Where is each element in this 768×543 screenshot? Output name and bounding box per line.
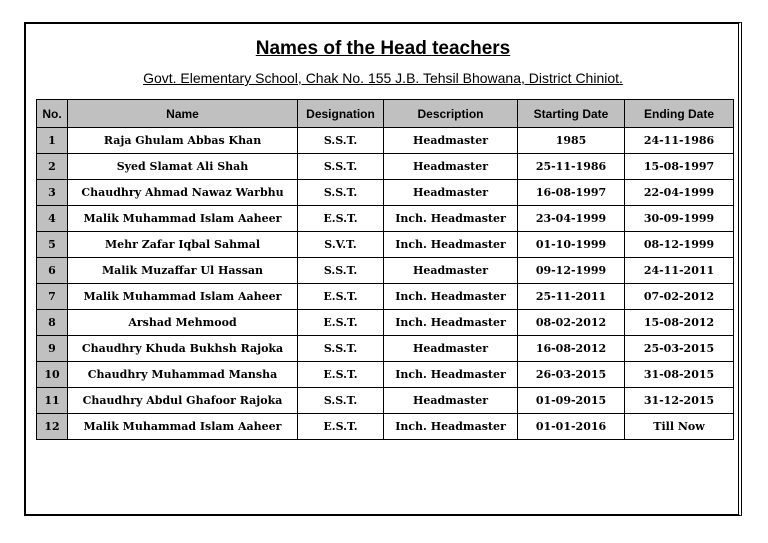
cell-name: Syed Slamat Ali Shah [68,154,298,180]
cell-description: Headmaster [384,154,518,180]
header-no: No. [37,100,68,128]
cell-ending-date: 31-08-2015 [625,362,734,388]
cell-ending-date: Till Now [625,414,734,440]
cell-description: Headmaster [384,336,518,362]
cell-no: 10 [37,362,68,388]
cell-ending-date: 24-11-1986 [625,128,734,154]
header-starting-date: Starting Date [518,100,625,128]
cell-description: Inch. Headmaster [384,284,518,310]
header-name: Name [68,100,298,128]
cell-description: Inch. Headmaster [384,362,518,388]
cell-description: Inch. Headmaster [384,310,518,336]
cell-ending-date: 15-08-2012 [625,310,734,336]
cell-name: Chaudhry Khuda Bukhsh Rajoka [68,336,298,362]
cell-name: Arshad Mehmood [68,310,298,336]
table-row [37,414,734,440]
cell-designation: S.S.T. [298,258,384,284]
cell-designation: S.S.T. [298,388,384,414]
table-row [37,232,734,258]
cell-starting-date: 25-11-1986 [518,154,625,180]
table-row [37,284,734,310]
cell-ending-date: 07-02-2012 [625,284,734,310]
cell-ending-date: 15-08-1997 [625,154,734,180]
cell-starting-date: 01-10-1999 [518,232,625,258]
cell-description: Inch. Headmaster [384,232,518,258]
cell-name: Malik Muhammad Islam Aaheer [68,206,298,232]
cell-designation: S.S.T. [298,180,384,206]
cell-no: 9 [37,336,68,362]
table-row [37,128,734,154]
table-header-row [37,100,734,128]
cell-designation: S.V.T. [298,232,384,258]
cell-starting-date: 01-09-2015 [518,388,625,414]
cell-name: Raja Ghulam Abbas Khan [68,128,298,154]
document-subtitle: Govt. Elementary School, Chak No. 155 J.B. Tehsil Bhowana, District Chiniot. [143,70,623,86]
cell-starting-date: 25-11-2011 [518,284,625,310]
cell-ending-date: 25-03-2015 [625,336,734,362]
cell-no: 5 [37,232,68,258]
cell-no: 4 [37,206,68,232]
header-description: Description [384,100,518,128]
cell-ending-date: 31-12-2015 [625,388,734,414]
cell-no: 3 [37,180,68,206]
table-row [37,154,734,180]
cell-name: Malik Muhammad Islam Aaheer [68,284,298,310]
cell-designation: E.S.T. [298,414,384,440]
cell-name: Mehr Zafar Iqbal Sahmal [68,232,298,258]
cell-description: Headmaster [384,180,518,206]
document-title: Names of the Head teachers [255,38,511,59]
head-teachers-table [36,99,734,440]
cell-starting-date: 23-04-1999 [518,206,625,232]
cell-no: 12 [37,414,68,440]
cell-designation: E.S.T. [298,206,384,232]
header-designation: Designation [298,100,384,128]
cell-designation: E.S.T. [298,362,384,388]
cell-no: 11 [37,388,68,414]
cell-designation: E.S.T. [298,284,384,310]
table-row [37,258,734,284]
table-row [37,362,734,388]
cell-starting-date: 01-01-2016 [518,414,625,440]
cell-no: 2 [37,154,68,180]
header-ending-date: Ending Date [625,100,734,128]
table-row [37,388,734,414]
cell-no: 8 [37,310,68,336]
cell-name: Chaudhry Abdul Ghafoor Rajoka [68,388,298,414]
cell-description: Inch. Headmaster [384,414,518,440]
cell-starting-date: 26-03-2015 [518,362,625,388]
cell-name: Chaudhry Muhammad Mansha [68,362,298,388]
cell-ending-date: 24-11-2011 [625,258,734,284]
cell-no: 7 [37,284,68,310]
cell-no: 6 [37,258,68,284]
cell-description: Headmaster [384,388,518,414]
table-row [37,180,734,206]
cell-name: Chaudhry Ahmad Nawaz Warbhu [68,180,298,206]
cell-ending-date: 22-04-1999 [625,180,734,206]
cell-designation: S.S.T. [298,154,384,180]
table-row [37,206,734,232]
cell-starting-date: 1985 [518,128,625,154]
table-row [37,336,734,362]
cell-starting-date: 09-12-1999 [518,258,625,284]
cell-description: Headmaster [384,128,518,154]
table-row [37,310,734,336]
cell-designation: E.S.T. [298,310,384,336]
cell-description: Inch. Headmaster [384,206,518,232]
cell-name: Malik Muhammad Islam Aaheer [68,414,298,440]
cell-starting-date: 16-08-1997 [518,180,625,206]
cell-description: Headmaster [384,258,518,284]
cell-starting-date: 16-08-2012 [518,336,625,362]
cell-name: Malik Muzaffar Ul Hassan [68,258,298,284]
cell-ending-date: 08-12-1999 [625,232,734,258]
cell-no: 1 [37,128,68,154]
cell-ending-date: 30-09-1999 [625,206,734,232]
cell-designation: S.S.T. [298,336,384,362]
cell-starting-date: 08-02-2012 [518,310,625,336]
cell-designation: S.S.T. [298,128,384,154]
